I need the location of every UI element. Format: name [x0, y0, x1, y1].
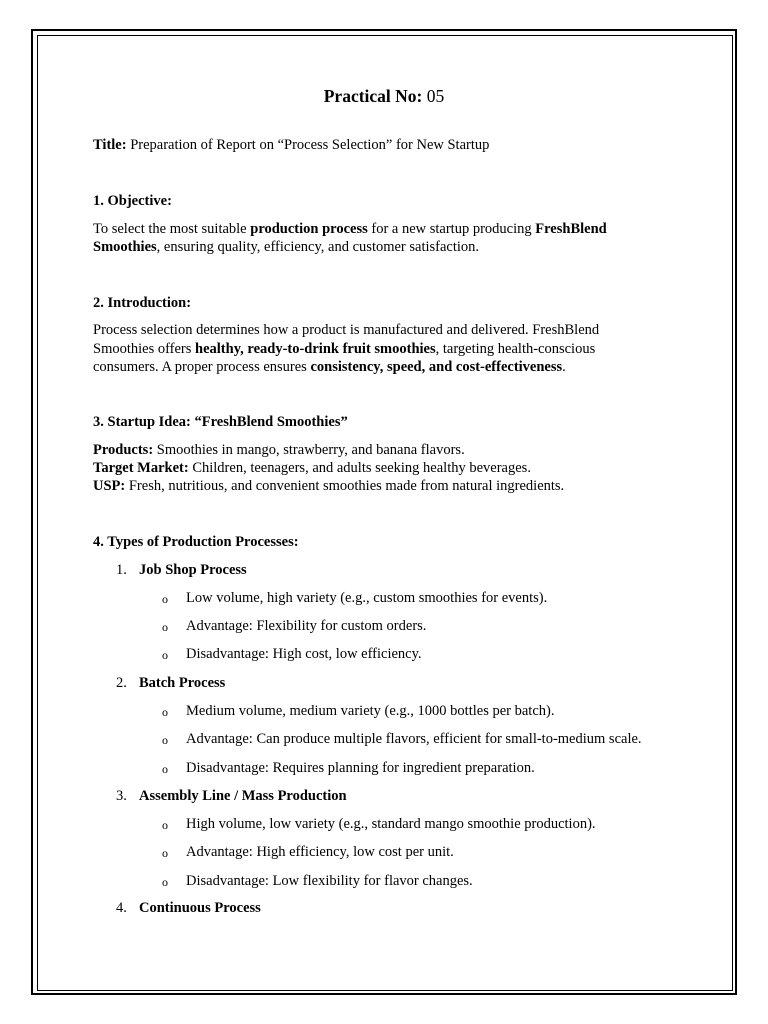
list-number: 1.: [116, 562, 127, 578]
report-title-label: Title:: [93, 137, 127, 153]
list-item: High volume, low variety (e.g., standard mango smoothie production).: [186, 816, 596, 832]
bullet-icon: o: [162, 762, 168, 776]
bullet-icon: o: [162, 846, 168, 860]
report-title: [93, 136, 489, 154]
introduction-text: Smoothies offers: [93, 341, 196, 357]
introduction-line-1: [93, 321, 599, 339]
bullet-icon: o: [162, 592, 168, 606]
startup-idea-heading-text: 3. Startup Idea: “FreshBlend Smoothies”: [93, 414, 348, 430]
list-number: 2.: [116, 675, 127, 691]
products-text: Smoothies in mango, strawberry, and banana flavors.: [153, 442, 465, 458]
introduction-text: Process selection determines how a product is manufactured and delivered. FreshBlend: [93, 322, 600, 338]
list-number: 3.: [116, 788, 127, 804]
usp-text: Fresh, nutritious, and convenient smoothies made from natural ingredients.: [125, 478, 565, 494]
bullet-icon: o: [162, 705, 168, 719]
objective-line-1: [93, 220, 607, 238]
list-item: Medium volume, medium variety (e.g., 1000 bottles per batch).: [186, 703, 555, 719]
processes-heading-text: 4. Types of Production Processes:: [93, 534, 299, 550]
list-item: Low volume, high variety (e.g., custom smoothies for events).: [186, 590, 548, 606]
bullet-icon: o: [162, 648, 168, 662]
introduction-text: .: [562, 359, 566, 375]
practical-label: Practical No:: [323, 86, 423, 106]
objective-text: for a new startup producing: [367, 221, 536, 237]
introduction-heading: [93, 294, 191, 312]
page-title: [0, 86, 768, 107]
list-number: 4.: [116, 900, 127, 916]
list-item: Advantage: Flexibility for custom orders.: [186, 618, 427, 634]
objective-bold-text: Smoothies: [93, 239, 157, 255]
bullet-icon: o: [162, 733, 168, 747]
introduction-line-3: [93, 358, 566, 376]
list-item: Disadvantage: High cost, low efficiency.: [186, 646, 422, 662]
usp-line: [93, 477, 564, 495]
objective-text: , ensuring quality, efficiency, and customer satisfaction.: [156, 239, 480, 255]
bullet-icon: o: [162, 875, 168, 889]
report-title-text: Preparation of Report on “Process Selection” for New Startup: [130, 137, 490, 153]
objective-bold-text: production process: [250, 221, 368, 237]
process-name: Assembly Line / Mass Production: [139, 788, 347, 804]
bullet-icon: o: [162, 818, 168, 832]
processes-heading: [93, 533, 299, 551]
introduction-heading-text: 2. Introduction:: [93, 295, 192, 311]
target-market-label: Target Market:: [93, 460, 189, 476]
introduction-bold-text: consistency, speed, and cost-effectiveness: [310, 359, 563, 375]
usp-label: USP:: [93, 478, 126, 494]
list-item: Disadvantage: Requires planning for ingredient preparation.: [186, 760, 535, 776]
bullet-icon: o: [162, 620, 168, 634]
products-line: [93, 441, 465, 459]
list-item: Advantage: Can produce multiple flavors, efficient for small-to-medium scale.: [186, 731, 642, 747]
objective-heading: [93, 192, 172, 210]
objective-heading-text: 1. Objective:: [93, 193, 172, 209]
practical-number: 05: [426, 86, 445, 106]
process-name: Continuous Process: [139, 900, 261, 916]
introduction-bold-text: healthy, ready-to-drink fruit smoothies: [195, 341, 436, 357]
objective-line-2: [93, 238, 479, 256]
startup-idea-heading: [93, 413, 348, 431]
list-item: Disadvantage: Low flexibility for flavor changes.: [186, 873, 473, 889]
introduction-line-2: [93, 340, 595, 358]
target-market-line: [93, 459, 531, 477]
products-label: Products:: [93, 442, 154, 458]
introduction-text: consumers. A proper process ensures: [93, 359, 311, 375]
introduction-text: , targeting health-conscious: [435, 341, 596, 357]
list-item: Advantage: High efficiency, low cost per unit.: [186, 844, 454, 860]
objective-bold-text: FreshBlend: [535, 221, 607, 237]
process-name: Job Shop Process: [139, 562, 247, 578]
target-market-text: Children, teenagers, and adults seeking healthy beverages.: [188, 460, 531, 476]
objective-text: To select the most suitable: [93, 221, 251, 237]
process-name: Batch Process: [139, 675, 226, 691]
